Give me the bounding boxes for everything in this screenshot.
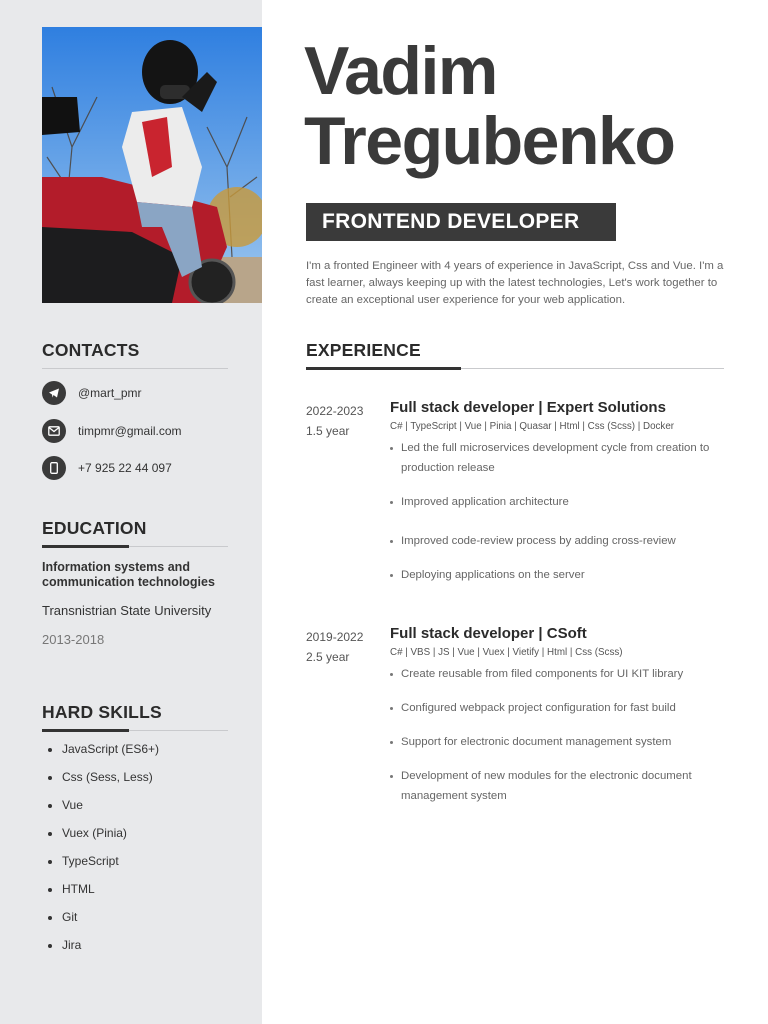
job-bullet <box>390 565 736 585</box>
job-title: Full stack developer | CSoft <box>390 625 587 642</box>
skill-item <box>42 880 159 908</box>
job-bullet <box>390 531 736 551</box>
skill-label: Css (Sess, Less) <box>62 770 153 784</box>
education-university: Transnistrian State University <box>42 603 212 618</box>
bullet-icon <box>48 888 52 892</box>
bullet-text: Improved code-review process by adding cross-review <box>401 535 676 547</box>
education-divider-accent <box>42 545 129 548</box>
job-bullet <box>390 492 736 512</box>
education-years: 2013-2018 <box>42 632 105 647</box>
first-name: Vadim <box>304 33 497 109</box>
skill-label: Vue <box>62 798 83 812</box>
job-bullet <box>390 438 736 478</box>
job-duration: 1.5 year <box>306 424 350 438</box>
bullet-text: Development of new modules for the electronic document management system <box>401 770 692 802</box>
bullet-icon <box>390 574 393 577</box>
skill-label: Jira <box>62 938 82 952</box>
bullet-icon <box>390 673 393 676</box>
person-name <box>304 33 675 179</box>
skill-item <box>42 824 159 852</box>
job-bullet <box>390 664 736 684</box>
skill-item <box>42 796 159 824</box>
bullet-icon <box>48 776 52 780</box>
bullet-icon <box>48 860 52 864</box>
job-bullets <box>390 438 736 585</box>
bullet-icon <box>390 741 393 744</box>
bullet-icon <box>390 707 393 710</box>
education-title: EDUCATION <box>42 518 147 538</box>
skill-label: HTML <box>62 882 95 896</box>
job-years: 2019-2022 <box>306 630 364 644</box>
phone-icon <box>42 456 66 480</box>
role-badge: FRONTEND DEVELOPER <box>306 203 616 241</box>
contacts-title: CONTACTS <box>42 340 140 360</box>
bullet-text: Configured webpack project configuration for fast build <box>401 702 676 714</box>
bullet-text: Improved application architecture <box>401 496 569 508</box>
telegram-icon <box>42 381 66 405</box>
contact-email[interactable] <box>42 419 182 443</box>
contact-telegram[interactable] <box>42 381 142 405</box>
summary-text: I'm a fronted Engineer with 4 years of experience in JavaScript, Css and Vue. I'm a fast learner, always keeping up with the latest technologies, Let's work together to create an exceptional user experience for your web application. <box>306 260 724 306</box>
skills-list <box>42 740 159 964</box>
skill-item <box>42 936 159 964</box>
contact-phone[interactable] <box>42 456 172 480</box>
job-bullets <box>390 664 736 806</box>
bullet-text: Led the full microservices development cycle from creation to production release <box>401 442 710 474</box>
bullet-icon <box>390 540 393 543</box>
job-body <box>390 398 736 585</box>
bullet-icon <box>390 775 393 778</box>
last-name: Tregubenko <box>304 103 675 179</box>
education-degree: Information systems and communication technologies <box>42 560 215 589</box>
profile-photo <box>42 27 262 303</box>
bullet-icon <box>48 916 52 920</box>
bullet-icon <box>48 944 52 948</box>
job-bullet <box>390 766 736 806</box>
experience-divider-accent <box>306 367 461 370</box>
job-bullet <box>390 732 736 752</box>
skills-title: HARD SKILLS <box>42 702 162 722</box>
mail-icon <box>42 419 66 443</box>
contact-phone-text: +7 925 22 44 097 <box>78 461 172 475</box>
job-dates <box>306 627 363 667</box>
job-duration: 2.5 year <box>306 650 350 664</box>
bullet-text: Create reusable from filed components for UI KIT library <box>401 668 684 680</box>
bullet-icon <box>390 501 393 504</box>
job-years: 2022-2023 <box>306 404 364 418</box>
job-stack: C# | VBS | JS | Vue | Vuex | Vietify | Html | Css (Scss) <box>390 647 623 658</box>
skill-item <box>42 852 159 880</box>
job-dates <box>306 401 363 441</box>
bullet-icon <box>48 804 52 808</box>
skills-divider-accent <box>42 729 129 732</box>
job-bullet <box>390 698 736 718</box>
bullet-icon <box>48 748 52 752</box>
skill-item <box>42 768 159 796</box>
skill-label: Vuex (Pinia) <box>62 826 127 840</box>
skill-item <box>42 908 159 936</box>
skill-label: TypeScript <box>62 854 119 868</box>
bullet-icon <box>48 832 52 836</box>
contact-telegram-text: @mart_pmr <box>78 386 142 400</box>
skill-label: JavaScript (ES6+) <box>62 742 160 756</box>
experience-title: EXPERIENCE <box>306 340 421 360</box>
bullet-text: Support for electronic document management system <box>401 736 672 748</box>
bullet-text: Deploying applications on the server <box>401 569 585 581</box>
skill-label: Git <box>62 910 78 924</box>
contact-email-text: timpmr@gmail.com <box>78 424 182 438</box>
bullet-icon <box>390 447 393 450</box>
job-stack: C# | TypeScript | Vue | Pinia | Quasar | Html | Css (Scss) | Docker <box>390 421 675 432</box>
job-title: Full stack developer | Expert Solutions <box>390 399 666 416</box>
skill-item <box>42 740 159 768</box>
contacts-divider <box>42 368 228 369</box>
job-body <box>390 624 736 806</box>
